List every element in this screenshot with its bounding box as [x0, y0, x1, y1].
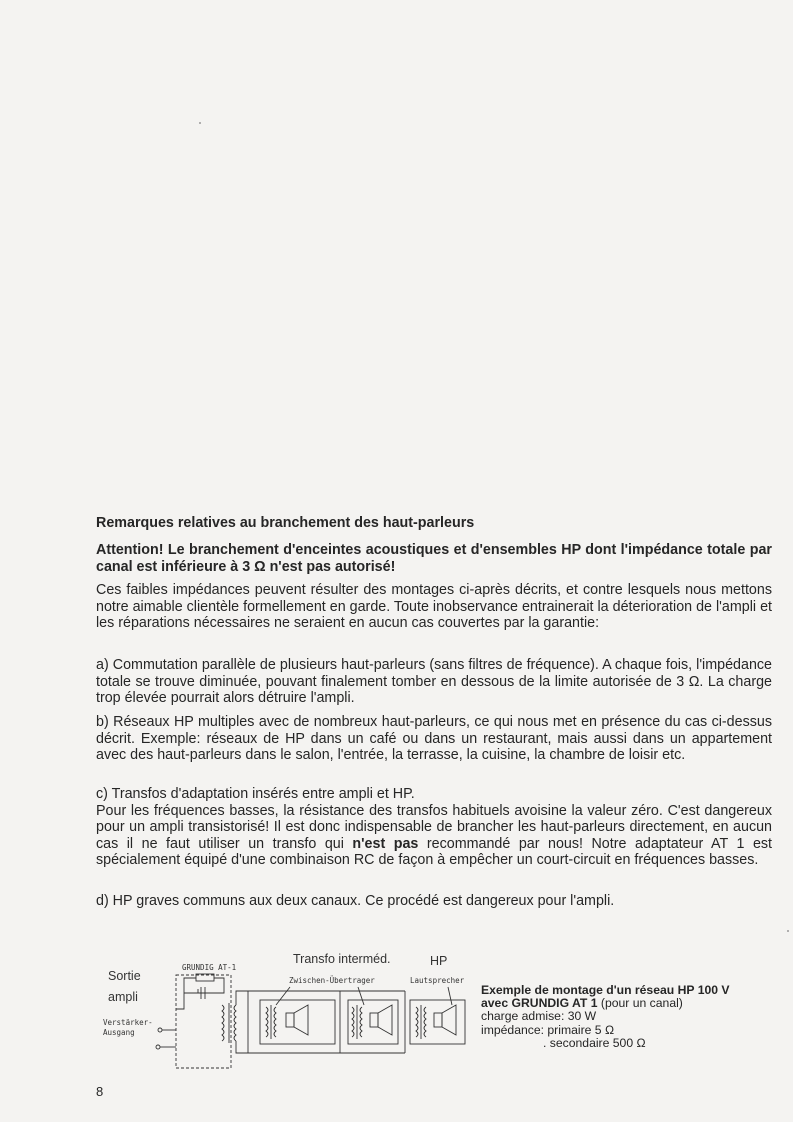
zwischen-transformer-1 [266, 1007, 268, 1037]
wiring-diagram [100, 945, 480, 1073]
input-terminal [158, 1028, 162, 1032]
scan-speck [199, 122, 201, 124]
speaker-unit-2 [348, 1000, 398, 1044]
label-verstarker: Verstärker- [103, 1018, 153, 1027]
intro-paragraph: Ces faibles impédances peuvent résulter des montages ci-après décrits, et contre lesquels nous mettons notre aimable clientèle formellement en garde. Toute inobservance entrainerait la déterioration de l'ampli et les réparations nécessaires ne seraient en aucun cas couvertes par la garantie: [96, 582, 772, 632]
caption-secondaire: . secondaire 500 Ω [543, 1035, 646, 1050]
caption-impedance: impédance: primaire 5 Ω [481, 1022, 615, 1037]
speaker-cone-3 [442, 1005, 456, 1035]
label-ausgang: Ausgang [103, 1028, 135, 1037]
item-c-emphasis: n'est pas [352, 835, 419, 852]
at1-transformer-primary [222, 1005, 224, 1041]
item-c-body: Pour les fréquences basses, la résistance des transfos habituels avoisine la valeur zéro. C'est dangereux pour un ampli transistorisé! Il est donc indispensable de brancher les haut-parleurs directement, en aucun cas il ne faut utiliser un transfo qui n'est pas recommandé par nous! Notre adaptateur AT 1 est spécialement équipé d'une combinaison RC de façon à empêcher un court-circuit en fréquences basses. [96, 802, 773, 869]
caption-charge: charge admise: 30 W [481, 1009, 597, 1024]
caption-title-line-2: avec GRUNDIG AT 1 (pour un canal) [481, 996, 683, 1011]
label-sortie: Sortie [108, 969, 141, 983]
diagram-caption [481, 984, 781, 1050]
page-number: 8 [96, 1084, 104, 1099]
label-grundig-at1: GRUNDIG AT-1 [182, 963, 237, 972]
label-lautsprecher: Lautsprecher [410, 976, 465, 985]
zwischen-transformer-2 [352, 1007, 354, 1037]
section-heading: Remarques relatives au branchement des haut-parleurs [96, 515, 475, 531]
zwischen-transformer-3 [416, 1007, 418, 1037]
item-d: d) HP graves communs aux deux canaux. Ce procédé est dangereux pour l'ampli. [96, 893, 615, 909]
label-ampli: ampli [108, 990, 138, 1004]
item-c-title: c) Transfos d'adaptation insérés entre ampli et HP. [96, 786, 415, 802]
attention-warning: Attention! Le branchement d'enceintes acoustiques et d'ensembles HP dont l'impédance totale par canal est inférieure à 3 Ω n'est pas autorisé! [96, 542, 772, 575]
speaker-cone-1 [294, 1005, 308, 1035]
item-c [96, 786, 772, 869]
caption-title: Exemple de montage d'un réseau HP 100 V [481, 983, 730, 997]
label-hp: HP [430, 954, 448, 968]
label-zwischen: Zwischen-Übertrager [289, 976, 375, 985]
item-a: a) Commutation parallèle de plusieurs haut-parleurs (sans filtres de fréquence). A chaque fois, l'impédance totale se trouve diminuée, pouvant finalement tomber en dessous de la limite autorisée de 3 Ω. La charge trop élevée pourrait alors détruire l'ampli. [96, 657, 772, 707]
label-transfo: Transfo interméd. [293, 952, 391, 966]
item-b: b) Réseaux HP multiples avec de nombreux haut-parleurs, ce qui nous met en présence du cas ci-dessus décrit. Exemple: réseaux de HP dans un café ou dans un restaurant, mais aussi dans un appartement avec des haut-parleurs dans le salon, l'entrée, la terrasse, la cuisine, la chambre de loisir etc. [96, 714, 772, 764]
speaker-cone-2 [378, 1005, 392, 1035]
input-terminal [156, 1045, 160, 1049]
scan-speck [787, 930, 789, 932]
